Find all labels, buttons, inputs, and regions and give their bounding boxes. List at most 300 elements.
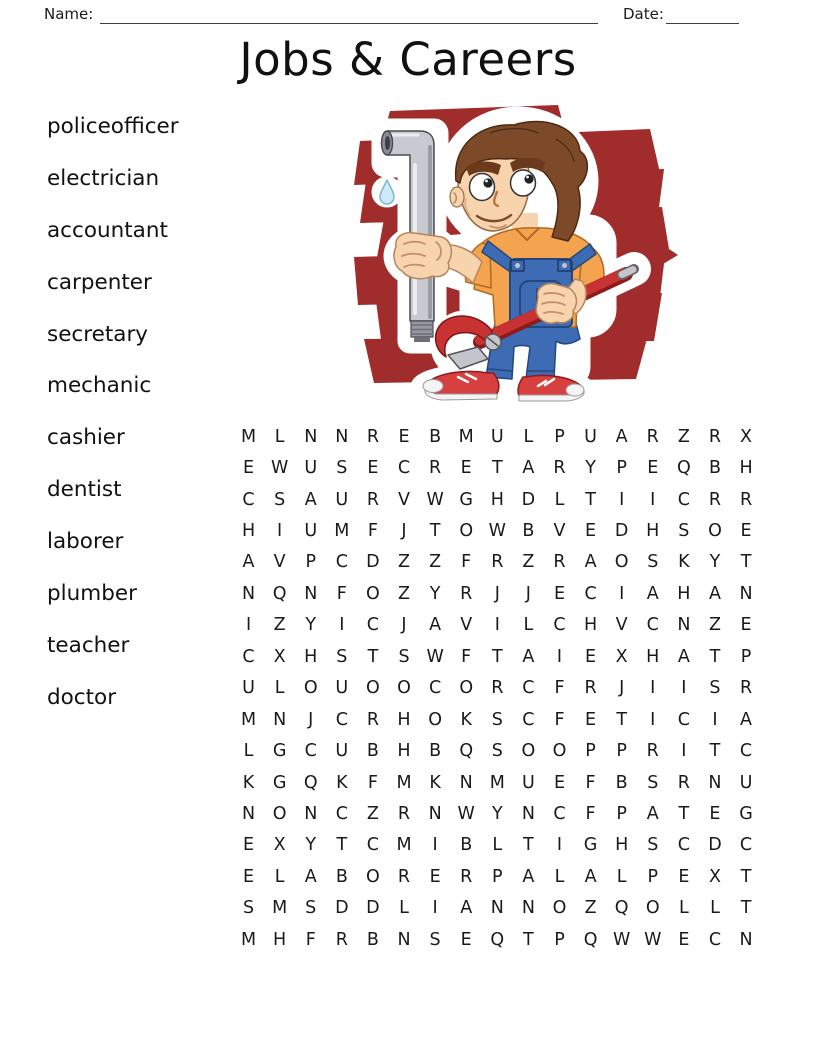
grid-letter: X	[740, 426, 753, 447]
grid-letter: S	[647, 772, 659, 793]
grid-letter: Z	[522, 552, 535, 573]
grid-letter: N	[242, 583, 256, 604]
grid-letter: F	[585, 772, 596, 793]
grid-letter: N	[304, 583, 318, 604]
grid-letter: I	[619, 583, 625, 604]
grid-letter: N	[335, 426, 349, 447]
grid-letter: S	[242, 898, 255, 919]
grid-letter: W	[426, 646, 444, 667]
grid-letter: R	[460, 583, 473, 604]
grid-letter: T	[709, 646, 721, 667]
grid-letter: U	[242, 678, 255, 699]
grid-letter: O	[459, 678, 474, 699]
grid-letter: P	[740, 646, 752, 667]
grid-letter: K	[336, 772, 348, 793]
grid-letter: S	[336, 646, 348, 667]
grid-letter: Q	[490, 929, 505, 950]
grid-letter: S	[647, 835, 659, 856]
grid-letter: E	[678, 929, 690, 950]
name-fill-in-line[interactable]	[100, 0, 598, 24]
grid-letter: P	[616, 803, 627, 824]
grid-letter: M	[240, 709, 257, 730]
grid-letter: C	[242, 489, 255, 510]
grid-letter: O	[614, 552, 629, 573]
grid-letter: D	[614, 521, 629, 542]
grid-letter: P	[554, 929, 565, 950]
grid-letter: N	[273, 709, 287, 730]
grid-letter: C	[242, 646, 255, 667]
grid-letter: S	[647, 552, 659, 573]
grid-letter: W	[426, 489, 444, 510]
grid-letter: G	[459, 489, 473, 510]
date-fill-in-line[interactable]	[666, 0, 739, 24]
word-list-item: dentist	[47, 477, 122, 503]
grid-letter: P	[585, 741, 596, 762]
grid-letter: F	[554, 678, 565, 699]
grid-letter: S	[274, 489, 286, 510]
word-list-item: teacher	[47, 632, 130, 658]
grid-letter: P	[492, 866, 503, 887]
grid-letter: H	[646, 646, 660, 667]
grid-letter: P	[305, 552, 317, 573]
grid-letter: U	[335, 741, 349, 762]
word-list-item: mechanic	[47, 373, 152, 399]
grid-letter: A	[460, 898, 473, 919]
grid-letter: N	[521, 898, 535, 919]
grid-letter: F	[367, 521, 378, 542]
grid-letter: P	[647, 866, 659, 887]
grid-letter: F	[336, 583, 347, 604]
grid-letter: A	[615, 426, 628, 447]
grid-letter: E	[460, 929, 472, 950]
grid-letter: W	[457, 803, 475, 824]
grid-letter: T	[523, 835, 534, 856]
grid-letter: C	[304, 741, 317, 762]
grid-letter: E	[460, 458, 472, 479]
grid-letter: P	[616, 741, 627, 762]
grid-letter: M	[489, 772, 505, 793]
grid-letter: F	[461, 646, 472, 667]
grid-letter: O	[303, 678, 318, 699]
grid-letter: N	[739, 583, 753, 604]
grid-letter: I	[339, 615, 345, 636]
grid-letter: N	[708, 772, 722, 793]
grid-letter: N	[242, 803, 256, 824]
grid-letter: Z	[366, 803, 379, 824]
grid-letter: M	[272, 898, 288, 919]
grid-letter: Q	[583, 929, 598, 950]
grid-letter: H	[241, 521, 256, 542]
grid-letter: M	[240, 426, 257, 447]
word-list-item: cashier	[47, 425, 125, 451]
grid-letter: O	[645, 898, 660, 919]
grid-letter: K	[242, 772, 255, 793]
grid-letter: E	[585, 521, 597, 542]
grid-letter: T	[367, 646, 379, 667]
grid-letter: L	[274, 678, 285, 699]
grid-letter: I	[494, 615, 500, 636]
grid-letter: L	[554, 489, 565, 510]
grid-letter: M	[240, 929, 257, 950]
grid-letter: S	[709, 678, 721, 699]
grid-letter: L	[523, 426, 534, 447]
grid-letter: R	[553, 552, 566, 573]
grid-letter: I	[277, 521, 283, 542]
grid-letter: U	[584, 426, 597, 447]
grid-letter: C	[739, 741, 753, 762]
grid-letter: V	[615, 615, 628, 636]
grid-letter: R	[335, 929, 348, 950]
grid-letter: T	[709, 741, 721, 762]
grid-letter: J	[619, 678, 625, 699]
grid-letter: X	[615, 646, 628, 667]
grid-letter: K	[429, 772, 441, 793]
plumber-illustration	[330, 95, 680, 405]
grid-letter: N	[490, 898, 504, 919]
grid-letter: M	[458, 426, 474, 447]
grid-letter: L	[616, 866, 627, 887]
grid-letter: X	[273, 646, 286, 667]
grid-letter: C	[708, 929, 722, 950]
grid-letter: O	[366, 583, 380, 604]
grid-letter: I	[556, 835, 563, 856]
grid-letter: T	[585, 489, 596, 510]
word-list-item: accountant	[47, 217, 168, 243]
grid-letter: T	[491, 646, 503, 667]
grid-letter: C	[677, 835, 690, 856]
grid-letter: N	[428, 803, 442, 824]
grid-letter: E	[740, 521, 752, 542]
grid-letter: Y	[709, 552, 721, 573]
grid-letter: N	[521, 803, 535, 824]
grid-letter: B	[460, 835, 473, 856]
grid-letter: A	[522, 866, 535, 887]
grid-letter: D	[521, 489, 536, 510]
grid-letter: H	[646, 521, 660, 542]
grid-letter: W	[613, 929, 631, 950]
grid-letter: B	[708, 458, 721, 479]
grid-letter: S	[305, 898, 317, 919]
grid-letter: O	[366, 866, 380, 887]
name-label: Name:	[44, 5, 94, 23]
grid-letter: E	[585, 709, 597, 730]
grid-letter: O	[459, 521, 474, 542]
grid-letter: T	[678, 803, 690, 824]
grid-letter: L	[399, 898, 409, 919]
grid-letter: S	[336, 458, 348, 479]
grid-letter: R	[366, 489, 379, 510]
grid-letter: L	[492, 835, 503, 856]
grid-letter: E	[678, 866, 690, 887]
grid-letter: C	[397, 458, 411, 479]
grid-letter: T	[616, 709, 628, 730]
grid-letter: A	[740, 709, 753, 730]
grid-letter: A	[522, 646, 535, 667]
grid-letter: H	[615, 835, 629, 856]
grid-letter: L	[710, 898, 720, 919]
grid-letter: Z	[708, 615, 721, 636]
word-list-item: laborer	[47, 529, 124, 555]
grid-letter: S	[678, 521, 690, 542]
grid-letter: U	[335, 678, 349, 699]
grid-letter: C	[335, 552, 348, 573]
grid-letter: Z	[398, 552, 411, 573]
grid-letter: Y	[305, 835, 317, 856]
grid-letter: M	[334, 521, 350, 542]
grid-letter: N	[397, 929, 411, 950]
grid-letter: C	[677, 709, 690, 730]
word-list-item: policeofficer	[47, 114, 179, 139]
grid-letter: E	[398, 426, 410, 447]
grid-letter: O	[397, 678, 411, 699]
grid-letter: L	[523, 615, 534, 636]
grid-letter: A	[646, 803, 659, 824]
grid-letter: H	[304, 646, 318, 667]
grid-letter: I	[681, 741, 687, 762]
grid-letter: T	[740, 866, 752, 887]
grid-letter: Q	[459, 741, 474, 762]
grid-letter: A	[584, 552, 597, 573]
grid-letter: O	[366, 678, 380, 699]
grid-letter: L	[554, 866, 565, 887]
eye-left	[470, 174, 495, 201]
grid-letter: H	[739, 458, 753, 479]
grid-letter: R	[366, 709, 379, 730]
grid-letter: I	[650, 709, 656, 730]
grid-letter: L	[274, 426, 285, 447]
grid-letter: G	[583, 835, 598, 856]
grid-letter: S	[429, 929, 441, 950]
grid-letter: J	[401, 615, 407, 636]
grid-letter: G	[739, 803, 753, 824]
grid-letter: W	[270, 458, 289, 479]
grid-letter: Z	[429, 552, 442, 573]
grid-letter: R	[397, 803, 411, 824]
grid-letter: N	[304, 426, 318, 447]
grid-letter: Z	[584, 898, 597, 919]
word-list	[47, 101, 179, 724]
grid-letter: G	[272, 741, 287, 762]
grid-letter: V	[460, 615, 473, 636]
grid-letter: R	[429, 458, 442, 479]
grid-letter: M	[396, 772, 412, 793]
grid-letter: C	[522, 678, 535, 699]
grid-letter: A	[584, 866, 597, 887]
grid-letter: Z	[677, 426, 690, 447]
grid-letter: Z	[398, 583, 411, 604]
grid-letter: Q	[272, 583, 287, 604]
grid-letter: C	[553, 615, 566, 636]
grid-letter: E	[553, 772, 566, 793]
grid-letter: U	[304, 521, 318, 542]
grid-letter: E	[647, 458, 659, 479]
grid-letter: V	[553, 521, 566, 542]
grid-letter: J	[494, 583, 500, 604]
grid-letter: C	[366, 835, 380, 856]
grid-letter: R	[584, 678, 597, 699]
word-list-item: plumber	[47, 581, 137, 607]
grid-letter: O	[521, 741, 536, 762]
grid-letter: I	[650, 489, 656, 510]
word-list-item: electrician	[47, 165, 160, 191]
grid-letter: P	[554, 426, 565, 447]
grid-letter: D	[366, 552, 380, 573]
grid-letter: H	[677, 583, 691, 604]
grid-letter: E	[709, 803, 721, 824]
grid-letter: O	[552, 898, 567, 919]
grid-letter: O	[428, 709, 442, 730]
grid-letter: X	[273, 835, 286, 856]
grid-letter: F	[554, 709, 565, 730]
grid-letter: R	[491, 552, 504, 573]
grid-letter: P	[616, 458, 627, 479]
grid-letter: C	[335, 709, 348, 730]
grid-letter: A	[304, 866, 317, 887]
grid-letter: Z	[273, 615, 286, 636]
grid-letter: N	[739, 929, 753, 950]
grid-letter: F	[461, 552, 472, 573]
grid-letter: U	[335, 489, 349, 510]
grid-letter: U	[304, 458, 318, 479]
grid-letter: A	[708, 583, 721, 604]
grid-letter: J	[308, 709, 314, 730]
grid-letter: R	[708, 489, 722, 510]
page-title: Jobs & Careers	[239, 33, 577, 86]
grid-letter: Y	[585, 458, 596, 479]
grid-letter: J	[401, 521, 407, 542]
grid-letter: T	[491, 458, 503, 479]
grid-letter: I	[681, 678, 687, 699]
grid-letter: Q	[614, 898, 629, 919]
grid-letter: C	[739, 835, 753, 856]
grid-letter: Y	[305, 615, 317, 636]
grid-letter: B	[429, 426, 442, 447]
grid-letter: R	[460, 866, 473, 887]
grid-letter: V	[398, 489, 410, 510]
grid-letter: I	[712, 709, 718, 730]
grid-letter: E	[740, 615, 752, 636]
grid-letter: R	[739, 678, 753, 699]
grid-letter: C	[522, 709, 535, 730]
grid-letter: D	[335, 898, 349, 919]
grid-letter: I	[245, 615, 252, 636]
grid-letter: A	[304, 489, 317, 510]
grid-letter: I	[432, 835, 438, 856]
grid-letter: H	[490, 489, 504, 510]
grid-letter: S	[491, 709, 503, 730]
grid-letter: B	[429, 741, 442, 762]
grid-letter: R	[646, 741, 659, 762]
grid-letter: C	[677, 489, 690, 510]
grid-letter: I	[619, 489, 625, 510]
grid-letter: R	[708, 426, 722, 447]
grid-letter: R	[646, 426, 659, 447]
grid-letter: T	[429, 521, 441, 542]
eye-right	[511, 170, 536, 196]
grid-letter: S	[491, 741, 503, 762]
grid-letter: E	[243, 458, 255, 479]
grid-letter: B	[366, 929, 379, 950]
grid-letter: A	[242, 552, 255, 573]
grid-letter: N	[459, 772, 473, 793]
grid-letter: F	[367, 772, 378, 793]
grid-letter: L	[243, 741, 254, 762]
grid-letter: R	[739, 489, 753, 510]
word-list-item: secretary	[47, 321, 149, 347]
grid-letter: F	[305, 929, 316, 950]
grid-letter: C	[366, 615, 380, 636]
grid-letter: W	[644, 929, 662, 950]
grid-letter: B	[615, 772, 628, 793]
grid-letter: L	[678, 898, 689, 919]
grid-letter: C	[584, 583, 597, 604]
word-list-item: doctor	[47, 684, 117, 710]
grid-letter: J	[525, 583, 531, 604]
grid-letter: U	[739, 772, 753, 793]
grid-letter: H	[273, 929, 287, 950]
grid-letter: U	[521, 772, 535, 793]
grid-letter: M	[396, 835, 412, 856]
letter-grid	[233, 421, 762, 955]
grid-letter: D	[708, 835, 722, 856]
grid-letter: A	[677, 646, 690, 667]
grid-letter: A	[429, 615, 442, 636]
grid-letter: I	[650, 678, 656, 699]
grid-letter: B	[366, 741, 379, 762]
grid-letter: E	[585, 646, 597, 667]
grid-letter: I	[432, 898, 438, 919]
grid-letter: H	[397, 709, 411, 730]
grid-letter: X	[708, 866, 721, 887]
grid-letter: T	[523, 929, 534, 950]
date-label: Date:	[623, 5, 664, 23]
grid-letter: C	[646, 615, 659, 636]
grid-letter: G	[272, 772, 287, 793]
grid-letter: K	[460, 709, 472, 730]
grid-letter: B	[522, 521, 535, 542]
word-list-item: carpenter	[47, 269, 152, 295]
grid-letter: R	[366, 426, 379, 447]
grid-letter: N	[677, 615, 691, 636]
ear	[450, 187, 464, 207]
grid-letter: K	[678, 552, 690, 573]
grid-letter: I	[556, 646, 563, 667]
grid-letter: Q	[676, 458, 691, 479]
grid-letter: Q	[303, 772, 318, 793]
grid-letter: L	[274, 866, 285, 887]
grid-letter: R	[397, 866, 411, 887]
grid-letter: T	[740, 552, 752, 573]
grid-letter: E	[429, 866, 441, 887]
grid-letter: R	[553, 458, 566, 479]
grid-letter: U	[490, 426, 504, 447]
grid-letter: O	[552, 741, 567, 762]
grid-letter: H	[583, 615, 598, 636]
grid-letter: B	[335, 866, 348, 887]
grid-letter: Y	[429, 583, 441, 604]
grid-letter: C	[335, 803, 348, 824]
grid-letter: R	[677, 772, 690, 793]
grid-letter: W	[488, 521, 506, 542]
grid-letter: T	[740, 898, 752, 919]
grid-letter: A	[522, 458, 535, 479]
grid-letter: D	[366, 898, 380, 919]
grid-letter: E	[243, 835, 255, 856]
grid-letter: E	[553, 583, 566, 604]
grid-letter: R	[491, 678, 504, 699]
grid-letter: H	[397, 741, 411, 762]
grid-letter: E	[243, 866, 255, 887]
